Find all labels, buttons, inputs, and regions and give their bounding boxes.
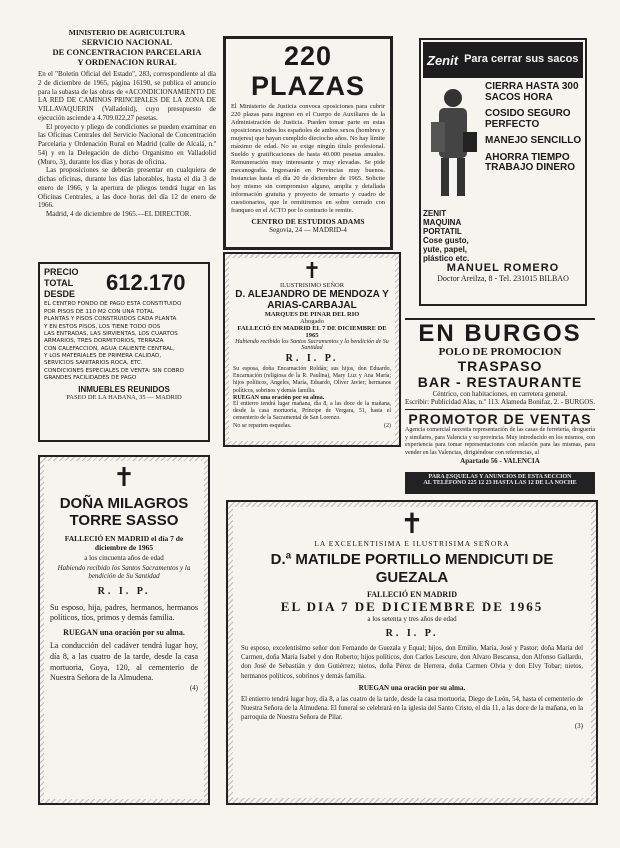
sacos-features xyxy=(481,82,583,260)
mendoza-family: Su esposa, doña Encarnación Roldán; sus hijos, don Eduardo, Encarnación (religiosa de la R. Paulina), Mary Luz y Ana María; hijos políticos, Angeles, María, Eduardo, Oliver Javier; hermanos políticos, sobrinos y demás familia. xyxy=(233,366,391,394)
mendoza-ref: (2) xyxy=(384,422,391,429)
sacos-machine-text: ZENIT MAQUINA PORTATIL Cose gusto, yute, papel, plástico etc. xyxy=(423,209,470,263)
ministry-line4: Y ORDENACION RURAL xyxy=(77,57,177,67)
portillo-funeral: El entierro tendrá lugar hoy, día 8, a las cuatro de la tarde, desde la casa mortuoria, Diego de León, 54, hasta el cementerio de Nuestra Señora de la Almudena. El funeral se celebrará en la iglesia del Santo Cristo, el día 11, a las doce de la mañana, en la parroquia de Nuestra Señora de Pilar. xyxy=(241,695,583,722)
ministry-paragraph-2: El proyecto y pliego de condiciones se pueden examinar en las Oficinas Centrales del Servicio Nacional de Concentración Parcelaria y Ordenación Rural en Madrid (calle de Alcalá, n.º 54) y en la Delegación de dicho Organismo en Valladolid (Muro, 3), durante los días y horas de oficina. xyxy=(38,122,216,166)
sacos-feature-3: MANEJO SENCILLO xyxy=(485,135,582,146)
piso-price-label xyxy=(44,267,106,299)
ministry-paragraph-1: En el "Boletín Oficial del Estado", 283, correspondiente al día 2 de diciembre de 1965, página 16190, se publica el anuncio para la subasta de las obras de «ACONDICIONAMIENTO DE LA RED DE CAMINOS PRINCIPALES DE LA ZONA DE VILLAVAQUERIN (Valladolid), cuyo presupuesto de ejecución asciende a 4.709.022,27 pesetas. xyxy=(38,70,216,122)
portillo-obituary xyxy=(233,507,591,798)
plazas-address: Segovia, 24 — MADRID-4 xyxy=(269,226,347,235)
torre-ref: (4) xyxy=(189,684,198,693)
sacos-feature-1: CIERRA HASTA 300 SACOS HORA xyxy=(485,81,579,103)
esquelas-line2: AL TELÉFONO 225 12 23 HASTA LAS 12 DE LA NOCHE xyxy=(423,480,577,486)
plazas-body: El Ministerio de Justicia convoca oposiciones para cubrir 220 plazas para ingreso en el Cuerpo de Auxiliares de la Administración de Justicia. Pueden tomar parte en estas oposiciones todos los españoles de ambos sexos (hombres y mujeres) que hayan cumplido dieciocho años. No hay límite máximo de edad. No se exige ningún título profesional. Sueldo y gratificaciones de hasta 40.000 pesetas anuales. Remuneración muy interesante y muy elevadas. Se pide mecanografía. Ingresarán en Provincias muy buenos. Instancias hasta el día 20 de diciembre de 1965. Solicite hoy mismo sin compromiso alguno, amplia y detallada información gratuita y proyecto de temario y cuadro de cuestionarios, que le remitiremos en sobre cerrado con franqueo en el ACTO por lo contrario le remite. xyxy=(231,103,385,215)
man-with-machine-illustration xyxy=(423,82,481,202)
mendoza-note: No se reparten esquelas. xyxy=(233,422,292,429)
sacos-ad xyxy=(419,38,587,306)
mendoza-obituary-frame xyxy=(223,252,401,447)
portillo-died: FALLECIÓ EN MADRID xyxy=(366,590,458,599)
mendoza-sacraments: Habiendo recibido los Santos Sacramentos y la bendición de Su Santidad xyxy=(235,339,389,351)
mendoza-died: FALLECIÓ EN MADRID EL 7 DE DICIEMBRE DE 1965 xyxy=(237,325,387,339)
piso-line: POR PISOS DE 110 M2 CON UNA TOTAL xyxy=(44,308,154,315)
cross-icon: ✝ xyxy=(113,463,135,492)
piso-line: LAS ENTRADAS, LAS SIRVIENTAS, LOS CUARTOS xyxy=(44,330,178,337)
cross-icon: ✝ xyxy=(400,509,424,540)
promotor-address: Apartado 56 - VALENCIA xyxy=(460,457,540,465)
piso-line: Y LOS MATERIALES DE PRIMERA CALIDAD, xyxy=(44,353,162,360)
torre-sacraments: Habiendo recibido los Santos Sacramentos y la bendición de Su Santidad xyxy=(57,563,191,580)
burgos-contact: Escribir: Publicidad Alas, n.º 113. Alameda Bonifaz, 2. - BURGOS. xyxy=(405,398,595,406)
plazas-org: CENTRO DE ESTUDIOS ADAMS xyxy=(251,217,365,227)
plazas-ad xyxy=(223,36,393,250)
sacos-illustration xyxy=(423,82,481,263)
sacos-header-bar xyxy=(423,42,583,78)
portillo-ref: (3) xyxy=(574,722,583,731)
torre-age: a los cincuenta años de edad xyxy=(84,553,164,562)
mendoza-obituary xyxy=(229,258,395,441)
portillo-age: a los setenta y tres años de edad xyxy=(367,615,457,623)
piso-company: INMUEBLES REUNIDOS xyxy=(78,384,170,394)
piso-line: CON CALEFACCION, AGUA CALIENTE CENTRAL, xyxy=(44,345,175,352)
sacos-brand: Zenit xyxy=(427,52,459,68)
burgos-title: EN BURGOS xyxy=(418,320,582,347)
piso-lines xyxy=(44,301,204,382)
torre-name: DOÑA MILAGROS TORRE SASSO xyxy=(59,495,189,530)
piso-line: SERVICIOS SANITARIOS ROCA, ETC. xyxy=(44,360,143,367)
torre-died: FALLECIÓ EN MADRID el día 7 de diciembre de 1965 xyxy=(64,533,184,552)
torre-obituary-frame xyxy=(38,455,210,805)
sacos-header: Para cerrar sus sacos xyxy=(464,53,579,66)
promotor-title: PROMOTOR DE VENTAS xyxy=(408,411,592,427)
portillo-family: Su esposo, excelentísimo señor don Fernando de Guezala y Equal; hijos, don Emilio, María, José y Pastor; doña María del Carmen, doña María Isabel y don Roberto; hijos políticos, don Carlos Lescure, don Alvaro Bescansa, don Alfonso Gallardo, don José de Sebastián y don Gutiérrez; nietos, doña Pérez de Herrera, doña Carmen Olvia y don Elvy Tobar; nietos, hermanos políticos, sobrinos y demás familia. xyxy=(241,645,583,680)
sacos-dealer: MANUEL ROMERO xyxy=(446,262,560,274)
mendoza-role: Abogado xyxy=(300,318,324,325)
piso-price: 612.170 xyxy=(106,270,186,296)
torre-rip: R. I. P. xyxy=(97,585,151,597)
ministry-line2: SERVICIO NACIONAL xyxy=(81,37,173,47)
ministry-line1: MINISTERIO DE AGRICULTURA xyxy=(68,28,186,37)
mendoza-intro: ILUSTRISIMO SEÑOR xyxy=(279,282,345,289)
piso-line: Y EN ESTOS PISOS, LOS TIENE TODO DOS xyxy=(44,323,161,330)
cross-icon: ✝ xyxy=(302,258,322,283)
piso-precio-label: PRECIO TOTAL xyxy=(44,267,79,288)
burgos-traspaso: TRASPASO xyxy=(457,358,543,374)
promotor-ad xyxy=(405,411,595,471)
piso-company-address: PASEO DE LA HABANA, 35 — MADRID xyxy=(66,393,182,401)
sacos-feature-4: AHORRA TIEMPO TRABAJO DINERO xyxy=(485,151,576,173)
piso-line: PLANTAS Y PISOS CONSTRUIDOS CADA PLANTA xyxy=(44,316,177,323)
piso-desde: DESDE xyxy=(44,288,76,299)
portillo-date: EL DIA 7 DE DICIEMBRE DE 1965 xyxy=(280,599,544,614)
portillo-obituary-frame xyxy=(226,500,598,805)
mendoza-rip: R. I. P. xyxy=(285,353,339,364)
esquelas-box xyxy=(405,472,595,494)
burgos-sub: POLO DE PROMOCION xyxy=(438,346,562,358)
burgos-ad xyxy=(405,318,595,410)
piso-line: ARMARIOS, TRES DORMITORIOS, TERRAZA xyxy=(44,338,164,345)
plazas-title: 220 PLAZAS xyxy=(251,41,365,101)
piso-line: CONDICIONES ESPECIALES DE VENTA: SIN COBRO xyxy=(44,367,184,374)
piso-line: EL CENTRO FONDO DE PAGO ESTA CONSTITUIDO xyxy=(44,301,182,308)
sacos-feature-2: COSIDO SEGURO PERFECTO xyxy=(485,108,571,130)
burgos-desc: Céntrico, con habitaciones, en carretera general. xyxy=(432,390,568,398)
esquelas-line1: PARA ESQUELAS Y ANUNCIOS DE ESTA SECCION xyxy=(428,474,572,480)
ministry-paragraph-3: Las proposiciones se deberán presentar en cualquiera de dichas oficinas, durante los días laborables, hasta el día 3 de enero de 1966, y la apertura de pliegos tendrá lugar en las Oficinas Centrales, a las doce horas del día 12 de enero de 1966. xyxy=(38,166,216,210)
portillo-name: D.ª MATILDE PORTILLO MENDICUTI DE GUEZALA xyxy=(270,551,554,586)
sacos-address: Doctor Areilza, 8 - Tel. 231015 BILBAO xyxy=(437,274,569,283)
mendoza-title: MARQUES DE PINAR DEL RIO xyxy=(264,311,360,318)
ministry-line3: DE CONCENTRACION PARCELARIA xyxy=(52,47,202,57)
piso-ad xyxy=(38,262,210,442)
ministry-signature: Madrid, 4 de diciembre de 1965.—EL DIRECTOR. xyxy=(46,210,192,218)
torre-obituary xyxy=(44,461,204,799)
torre-ruegan: RUEGAN una oración por su alma. xyxy=(63,628,185,638)
promotor-body: Agencia comercial necesita representación de las casas de ferretería, droguería y similares, para Valencia y su provincia. Muy introducido en los mismos, con experiencia para tomar representaciones con relación para las mismas, para vender en las Valencias, dirigiéndose con referencias, al xyxy=(405,427,595,456)
ministry-notice xyxy=(38,28,216,250)
mendoza-name: D. ALEJANDRO DE MENDOZA Y ARIAS-CARBAJAL xyxy=(235,289,389,311)
piso-line: GRANDES FACILIDADES DE PAGO xyxy=(44,375,137,382)
burgos-bar: BAR - RESTAURANTE xyxy=(417,374,583,390)
mendoza-ruegan: RUEGAN una oración por su alma. xyxy=(233,394,325,401)
portillo-ruegan: RUEGAN una oración por su alma. xyxy=(358,683,466,692)
portillo-rip: R. I. P. xyxy=(385,628,439,639)
portillo-intro: LA EXCELENTISIMA E ILUSTRISIMA SEÑORA xyxy=(314,539,510,548)
mendoza-funeral: El entierro tendrá lugar mañana, día 8, a las doce de la mañana, desde la casa mortuoria, Príncipe de Vergara, 51, hasta el cementerio de la Sacramental de San Lorenzo. xyxy=(233,400,391,422)
torre-family: Su esposo, hija, padres, hermanos, hermanos políticos, tíos, primos y demás familia. xyxy=(50,602,198,623)
torre-funeral: La conducción del cadáver tendrá lugar hoy, día 8, a las cuatro de la tarde, desde la casa mortuoria, Goya, 120, al cementerio de Nuestra Señora de la Almudena. xyxy=(50,641,198,683)
